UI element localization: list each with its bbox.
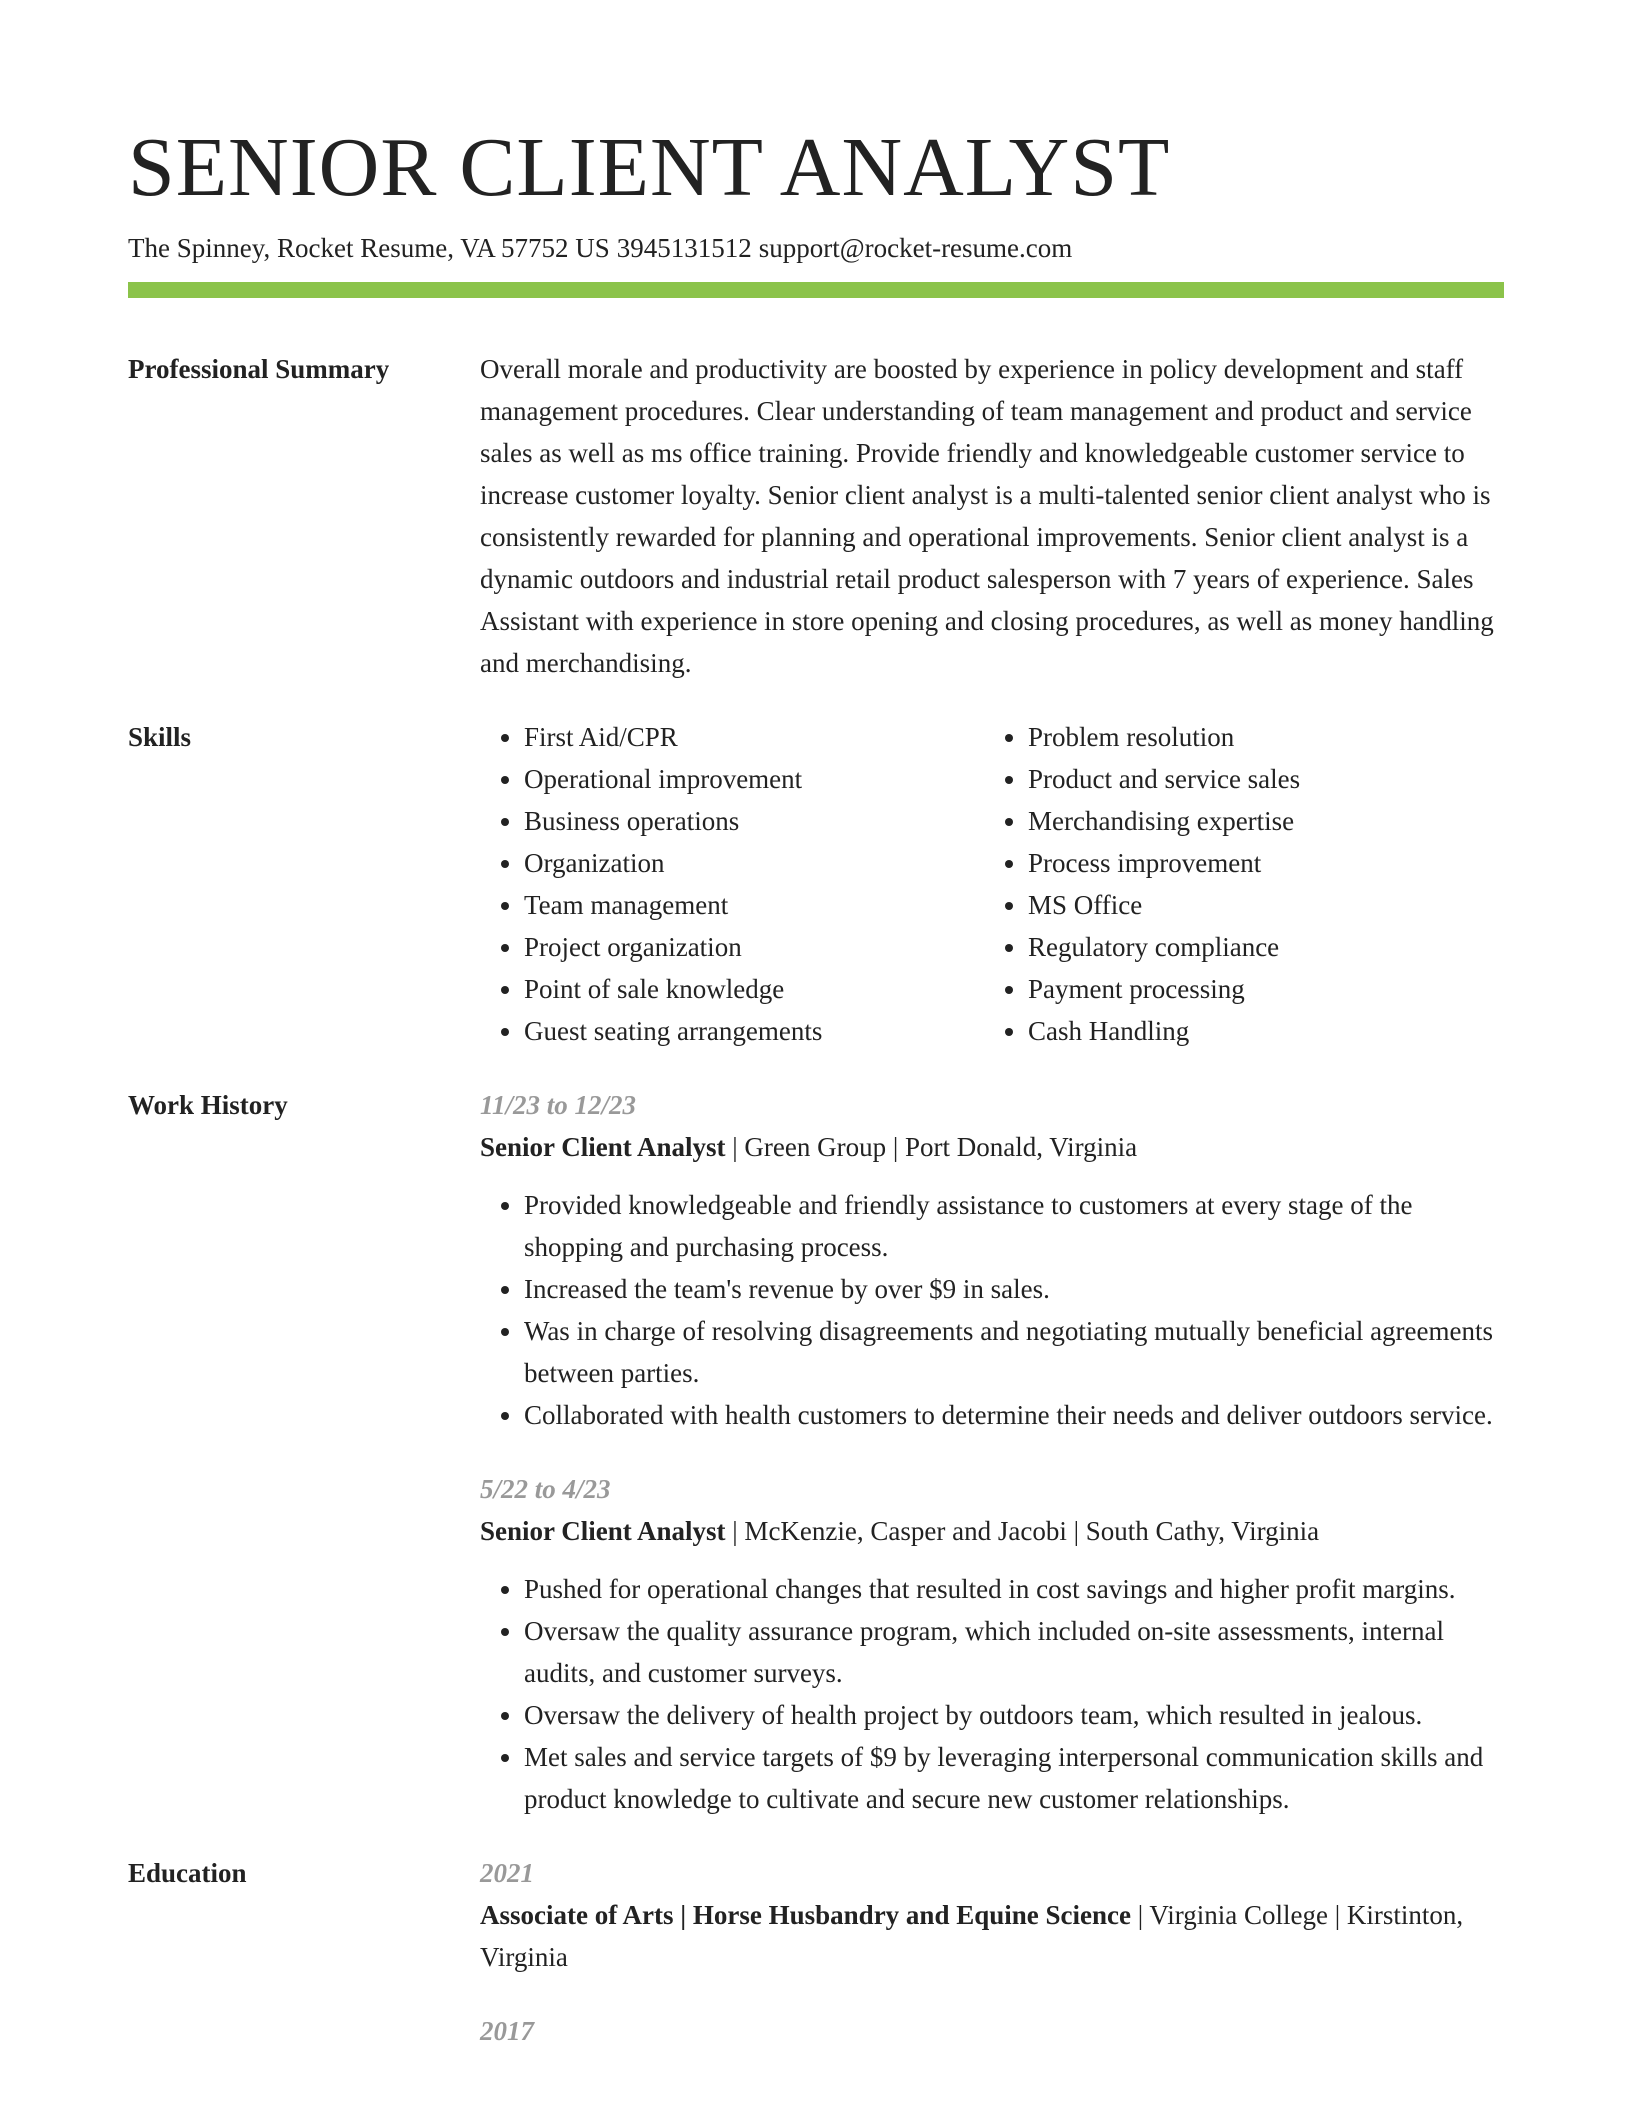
contact-email: support@rocket-resume.com xyxy=(758,233,1073,263)
job-bullet: • Oversaw the delivery of health project by outdoors team, which resulted in jealous. xyxy=(524,1694,1504,1736)
job-dates: 5/22 to 4/23 xyxy=(480,1474,611,1504)
job-bullets xyxy=(480,1184,1504,1436)
job-bullets xyxy=(480,1568,1504,1820)
skill-item: • Problem resolution xyxy=(1028,716,1504,758)
summary-section xyxy=(128,348,1504,684)
job-entry xyxy=(480,1084,1504,1436)
resume-page xyxy=(128,118,1504,2084)
job-bullet: • Was in charge of resolving disagreements and negotiating mutually beneficial agreements between parties. xyxy=(524,1310,1504,1394)
work-history-heading: Work History xyxy=(128,1090,288,1120)
job-role: Senior Client Analyst xyxy=(480,1132,726,1162)
job-bullet: • Collaborated with health customers to determine their needs and deliver outdoors service. xyxy=(524,1394,1504,1436)
skills-heading: Skills xyxy=(128,722,192,752)
summary-heading: Professional Summary xyxy=(128,354,390,384)
contact-address: The Spinney, Rocket Resume, VA 57752 US xyxy=(128,233,610,263)
education-year: 2021 xyxy=(480,1858,534,1888)
skill-item: • Payment processing xyxy=(1028,968,1504,1010)
summary-text: Overall morale and productivity are boosted by experience in policy development and staff management procedures. Clear understanding of team management and product and service sales as well as ms office training. Provide friendly and knowledgeable customer service to increase customer loyalty. Senior client analyst is a multi-talented senior client analyst who is consistently rewarded for planning and operational improvements. Senior client analyst is a dynamic outdoors and industrial retail product salesperson with 7 years of experience. Sales Assistant with experience in store opening and closing procedures, as well as money handling and merchandising. xyxy=(480,354,1494,678)
contact-line xyxy=(128,230,1504,266)
job-employer: | McKenzie, Casper and Jacobi | South Cathy, Virginia xyxy=(725,1516,1320,1546)
skill-item: • Product and service sales xyxy=(1028,758,1504,800)
job-entry xyxy=(480,1468,1504,1820)
education-degree-line xyxy=(480,1894,1504,1978)
skill-item: • Business operations xyxy=(524,800,984,842)
skills-list-left xyxy=(480,716,984,1052)
skill-item: • Project organization xyxy=(524,926,984,968)
skill-item: • Organization xyxy=(524,842,984,884)
education-school: | Virginia College | Kirstinton, Virginia xyxy=(480,1900,1464,1972)
skills-section xyxy=(128,716,1504,1052)
skill-item: • MS Office xyxy=(1028,884,1504,926)
skills-list-right xyxy=(984,716,1504,1052)
job-bullet: • Oversaw the quality assurance program, which included on-site assessments, internal audits, and customer surveys. xyxy=(524,1610,1504,1694)
job-role: Senior Client Analyst xyxy=(480,1516,726,1546)
job-bullet: • Increased the team's revenue by over $9 in sales. xyxy=(524,1268,1504,1310)
education-entry xyxy=(480,1852,1504,1978)
education-section xyxy=(128,1852,1504,2084)
skill-item: • Process improvement xyxy=(1028,842,1504,884)
skill-item: • Guest seating arrangements xyxy=(524,1010,984,1052)
job-dates: 11/23 to 12/23 xyxy=(480,1090,637,1120)
job-employer: | Green Group | Port Donald, Virginia xyxy=(725,1132,1138,1162)
contact-phone: 3945131512 xyxy=(616,233,752,263)
skill-item: • Cash Handling xyxy=(1028,1010,1504,1052)
skill-item: • First Aid/CPR xyxy=(524,716,984,758)
job-title-line xyxy=(480,1510,1504,1552)
work-history-section xyxy=(128,1084,1504,1820)
skill-item: • Merchandising expertise xyxy=(1028,800,1504,842)
skill-item: • Regulatory compliance xyxy=(1028,926,1504,968)
skill-item: • Point of sale knowledge xyxy=(524,968,984,1010)
job-bullet: • Pushed for operational changes that resulted in cost savings and higher profit margins. xyxy=(524,1568,1504,1610)
education-heading: Education xyxy=(128,1858,247,1888)
accent-divider xyxy=(128,282,1504,298)
education-degree: Associate of Arts | Horse Husbandry and Equine Science xyxy=(480,1900,1131,1930)
job-bullet: • Met sales and service targets of $9 by leveraging interpersonal communication skills and product knowledge to cultivate and secure new customer relationships. xyxy=(524,1736,1504,1820)
education-year: 2017 xyxy=(480,2016,534,2046)
job-title-line xyxy=(480,1126,1504,1168)
resume-name: SENIOR CLIENT ANALYST xyxy=(128,121,1171,214)
skill-item: • Operational improvement xyxy=(524,758,984,800)
education-entry xyxy=(480,2010,1504,2052)
job-bullet: • Provided knowledgeable and friendly assistance to customers at every stage of the shopping and purchasing process. xyxy=(524,1184,1504,1268)
skill-item: • Team management xyxy=(524,884,984,926)
